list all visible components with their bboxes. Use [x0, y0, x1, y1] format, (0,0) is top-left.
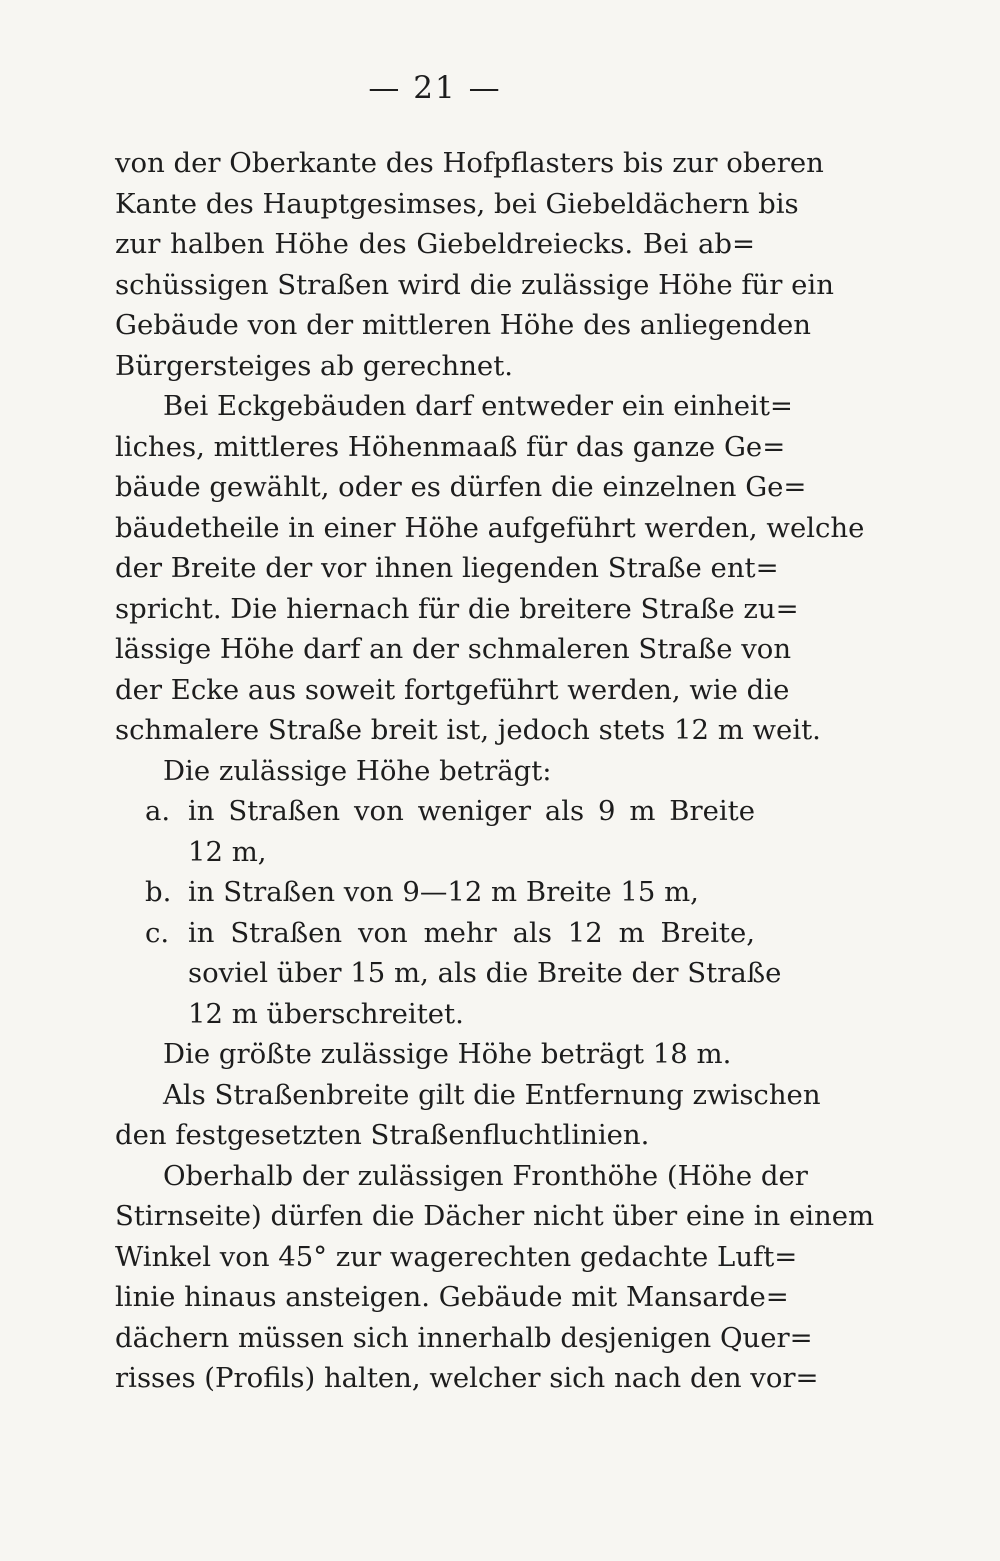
text-line: Gebäude von der mittleren Höhe des anliegenden: [115, 309, 811, 341]
text-line: bäudetheile in einer Höhe aufgeführt werden, welche: [115, 511, 865, 544]
text-line: Bürgersteiges ab gerechnet.: [115, 349, 513, 382]
text-line: zur halben Höhe des Giebeldreiecks. Bei ab=: [115, 228, 755, 260]
text-line: schüssigen Straßen wird die zulässige Höhe für ein: [115, 268, 834, 301]
paragraph-group-top: [115, 143, 865, 791]
list-item-continuation: 12 m,: [188, 835, 267, 868]
list-item: [115, 913, 755, 954]
text-line: spricht. Die hiernach für die breitere Straße zu=: [115, 592, 799, 625]
text-line: Die zulässige Höhe beträgt:: [163, 754, 552, 787]
text-line: Kante des Hauptgesimses, bei Giebeldächern bis: [115, 187, 799, 220]
text-line: Stirnseite) dürfen die Dächer nicht über eine in einem: [115, 1200, 875, 1232]
text-line: Als Straßenbreite gilt die Entfernung zwischen: [163, 1078, 821, 1111]
paragraph-group-bottom: [115, 1034, 875, 1399]
text-line: schmalere Straße breit ist, jedoch stets 12 m weit.: [115, 714, 821, 746]
text-line: Bei Eckgebäuden darf entweder ein einheit=: [163, 390, 793, 422]
list-item-text: in Straßen von weniger als 9 m Breite: [188, 795, 755, 827]
body-text: [115, 143, 875, 1399]
list-item-continuation: soviel über 15 m, als die Breite der Straße: [188, 957, 782, 989]
text-line: bäude gewählt, oder es dürfen die einzelnen Ge=: [115, 471, 807, 503]
list-item-letter: c.: [145, 916, 170, 949]
text-line: der Ecke aus soweit fortgeführt werden, wie die: [115, 673, 790, 706]
text-line: von der Oberkante des Hofpflasters bis zur oberen: [115, 147, 824, 179]
text-line: Oberhalb der zulässigen Fronthöhe (Höhe der: [163, 1159, 808, 1192]
list-item-text: in Straßen von 9—12 m Breite 15 m,: [188, 876, 699, 908]
text-line: dächern müssen sich innerhalb desjenigen Quer=: [115, 1321, 813, 1354]
text-line: Winkel von 45° zur wagerechten gedachte Luft=: [115, 1240, 798, 1273]
text-line: der Breite der vor ihnen liegenden Straße ent=: [115, 552, 779, 584]
page-number: — 21 —: [368, 70, 502, 106]
text-line: linie hinaus ansteigen. Gebäude mit Mansarde=: [115, 1281, 789, 1313]
text-line: den festgesetzten Straßenfluchtlinien.: [115, 1119, 650, 1151]
text-line: lässige Höhe darf an der schmaleren Straße von: [115, 633, 792, 665]
list-item: [115, 791, 755, 832]
list-item-text: in Straßen von mehr als 12 m Breite,: [188, 916, 755, 949]
list-item-letter: a.: [145, 795, 171, 827]
list-item-continuation: 12 m überschreitet.: [188, 997, 464, 1030]
list-item: [115, 872, 755, 913]
text-line: risses (Profils) halten, welcher sich nach den vor=: [115, 1362, 819, 1394]
list-item-letter: b.: [145, 876, 172, 908]
height-list: [115, 791, 782, 1034]
text-line: Die größte zulässige Höhe beträgt 18 m.: [163, 1038, 732, 1070]
text-line: liches, mittleres Höhenmaaß für das ganze Ge=: [115, 430, 786, 463]
